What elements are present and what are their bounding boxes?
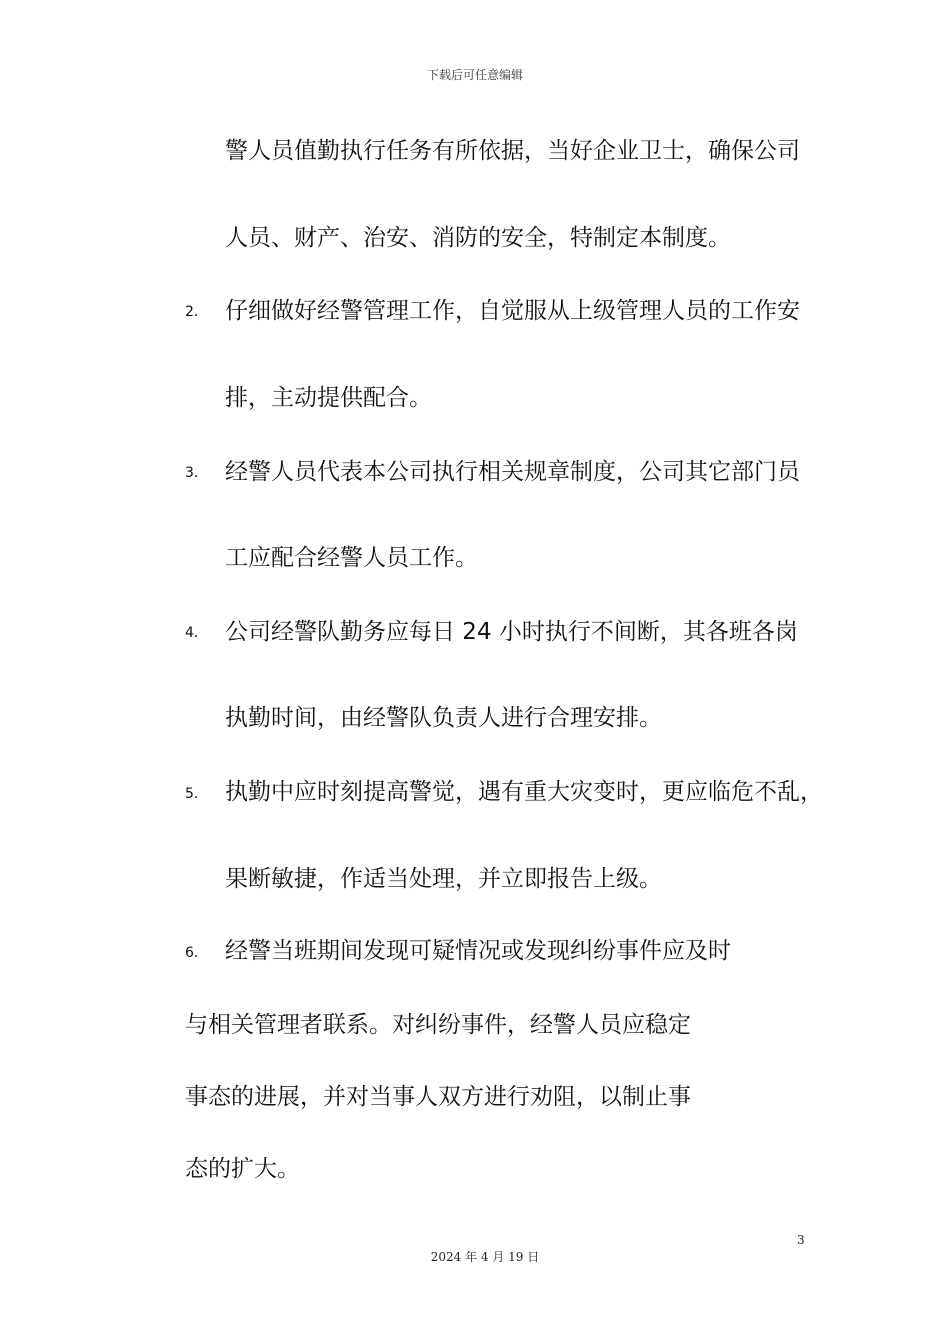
item-4-line-1: 公司经警队勤务应每日 24 小时执行不间断，其各班各岗 [225,619,798,645]
footer-date: 2024 年 4 月 19 日 [430,1250,540,1264]
item-6-line-1: 经警当班期间发现可疑情况或发现纠纷事件应及时 [225,938,731,964]
item-6-line-2: 与相关管理者联系。对纠纷事件，经警人员应稳定 [185,1012,691,1038]
paragraph-1-line-2: 人员、财产、治安、消防的安全，特制定本制度。 [225,225,731,251]
list-number-2: 2． [185,304,208,320]
page-header-note: 下载后可任意编辑 [426,68,523,82]
list-number-4: 4． [185,625,208,641]
item-5-line-2: 果断敏捷，作适当处理，并立即报告上级。 [225,866,662,892]
item-6-line-3: 事态的进展，并对当事人双方进行劝阻，以制止事 [185,1084,691,1110]
item-3-line-1: 经警人员代表本公司执行相关规章制度，公司其它部门员 [225,459,800,485]
list-number-5: 5． [185,786,208,802]
list-number-3: 3． [185,465,208,481]
item-4-line-2: 执勤时间，由经警队负责人进行合理安排。 [225,705,662,731]
page-number: 3 [797,1233,805,1247]
paragraph-1-line-1: 警人员值勤执行任务有所依据，当好企业卫士，确保公司 [225,138,800,164]
list-number-6: 6． [185,945,208,961]
item-2-line-1: 仔细做好经警管理工作，自觉服从上级管理人员的工作安 [225,298,800,324]
item-3-line-2: 工应配合经警人员工作。 [225,545,478,571]
item-6-line-4: 态的扩大。 [185,1156,300,1182]
item-2-line-2: 排，主动提供配合。 [225,385,432,411]
item-5-line-1: 执勤中应时刻提高警觉，遇有重大灾变时，更应临危不乱， [225,779,823,805]
